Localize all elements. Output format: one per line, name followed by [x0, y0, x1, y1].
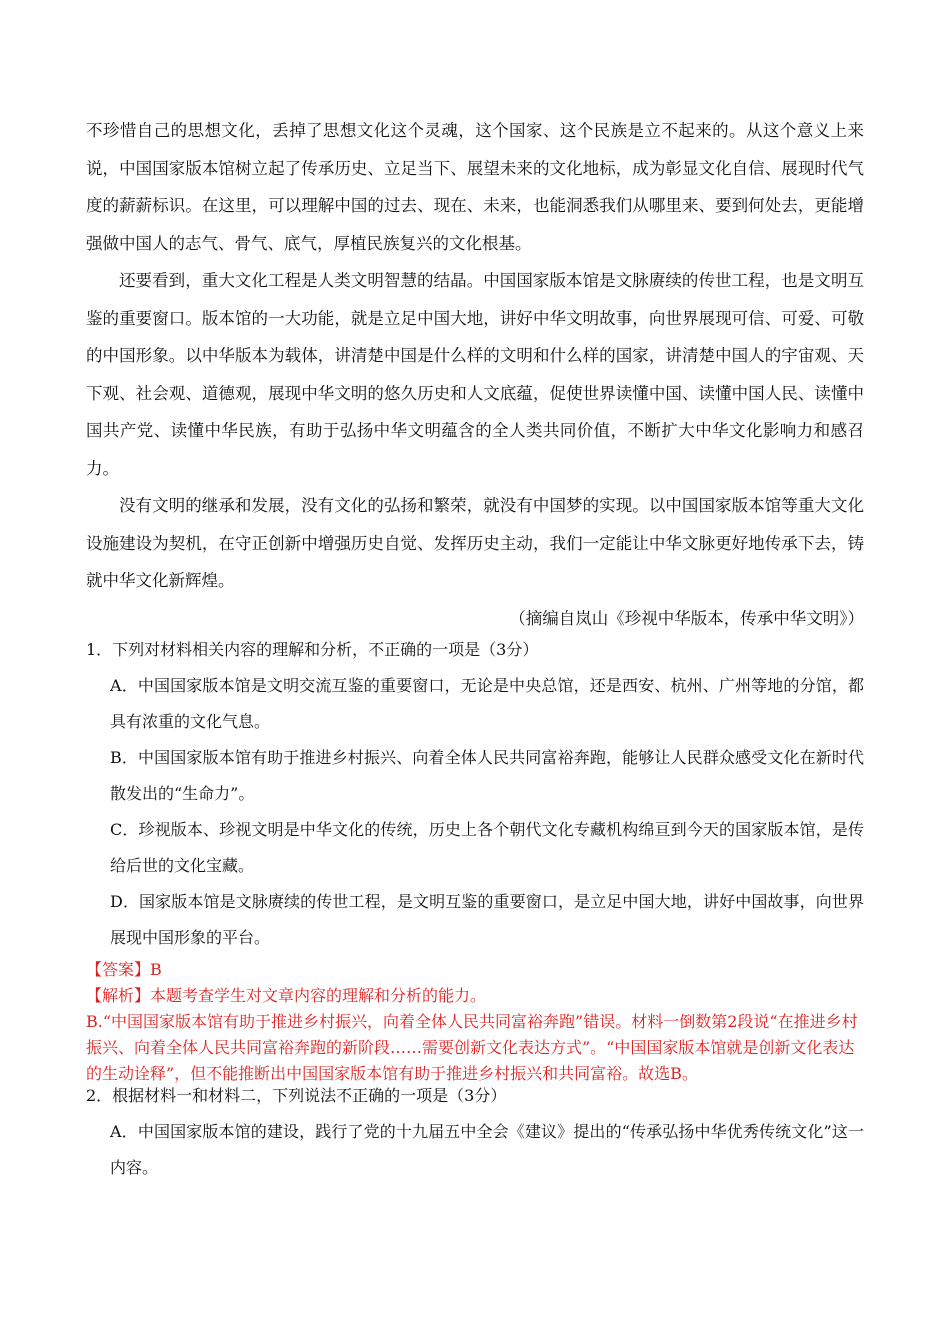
reading-passage: [86, 112, 864, 637]
analysis-body: B.“中国国家版本馆有助于推进乡村振兴，向着全体人民共同富裕奔跑”错误。材料一倒数第2段说“在推进乡村振兴、向着全体人民共同富裕奔跑的新阶段……需要创新文化表达方式”。“中国国家版本馆就是创新文化表达的生动诠释”，但不能推断出中国国家版本馆有助于推进乡村振兴和共同富裕。故选B。: [86, 1012, 858, 1083]
question-1: [86, 632, 864, 956]
question-1-option-a: A．中国国家版本馆是文明交流互鉴的重要窗口，无论是中央总馆，还是西安、杭州、广州等地的分馆，都具有浓重的文化气息。: [110, 676, 864, 731]
answer-tag: 【答案】: [86, 960, 151, 979]
question-1-option-c: C．珍视版本、珍视文明是中华文化的传统，历史上各个朝代文化专藏机构绵亘到今天的国家版本馆，是传给后世的文化宝藏。: [110, 820, 864, 875]
answer-block-1: [86, 957, 864, 1087]
analysis-tag: 【解析】: [86, 986, 151, 1005]
passage-source: （摘编自岚山《珍视中华版本，传承中华文明》）: [509, 608, 864, 628]
question-1-option-b: B．中国国家版本馆有助于推进乡村振兴、向着全体人民共同富裕奔跑，能够让人民群众感受文化在新时代散发出的“生命力”。: [110, 748, 864, 803]
answer-line: [86, 957, 864, 983]
passage-paragraph-1: 不珍惜自己的思想文化，丢掉了思想文化这个灵魂，这个国家、这个民族是立不起来的。从这个意义上来说，中国国家版本馆树立起了传承历史、立足当下、展望未来的文化地标，成为彰显文化自信、展现时代气度的薪薪标识。在这里，可以理解中国的过去、现在、未来，也能洞悉我们从哪里来、要到何处去，更能增强做中国人的志气、骨气、底气，厚植民族复兴的文化根基。: [86, 121, 864, 253]
answer-value: B: [150, 960, 162, 979]
passage-paragraph-3: 没有文明的继承和发展，没有文化的弘扬和繁荣，就没有中国梦的实现。以中国国家版本馆等重大文化设施建设为契机，在守正创新中增强历史自觉、发挥历史主动，我们一定能让中华文脉更好地传承下去，铸就中华文化新辉煌。: [86, 496, 864, 590]
question-1-stem: 1．下列对材料相关内容的理解和分析，不正确的一项是（3分）: [86, 640, 539, 659]
question-1-option-d: D．国家版本馆是文脉赓续的传世工程，是文明互鉴的重要窗口，是立足中国大地，讲好中国故事，向世界展现中国形象的平台。: [110, 892, 864, 947]
analysis-line: [86, 983, 864, 1009]
question-2: [86, 1078, 864, 1186]
passage-paragraph-2: 还要看到，重大文化工程是人类文明智慧的结晶。中国国家版本馆是文脉赓续的传世工程，也是文明互鉴的重要窗口。版本馆的一大功能，就是立足中国大地，讲好中华文明故事，向世界展现可信、可爱、可敬的中国形象。以中华版本为载体，讲清楚中国是什么样的文明和什么样的国家，讲清楚中国人的宇宙观、天下观、社会观、道德观，展现中华文明的悠久历史和人文底蕴，促使世界读懂中国、读懂中国人民、读懂中国共产党、读懂中华民族，有助于弘扬中华文明蕴含的全人类共同价值，不断扩大中华文化影响力和感召力。: [86, 271, 864, 478]
analysis-intro: 本题考查学生对文章内容的理解和分析的能力。: [150, 986, 487, 1005]
question-2-option-a: A．中国国家版本馆的建设，践行了党的十九届五中全会《建议》提出的“传承弘扬中华优秀传统文化”这一内容。: [110, 1122, 864, 1177]
question-2-stem: 2．根据材料一和材料二，下列说法不正确的一项是（3分）: [86, 1086, 507, 1105]
